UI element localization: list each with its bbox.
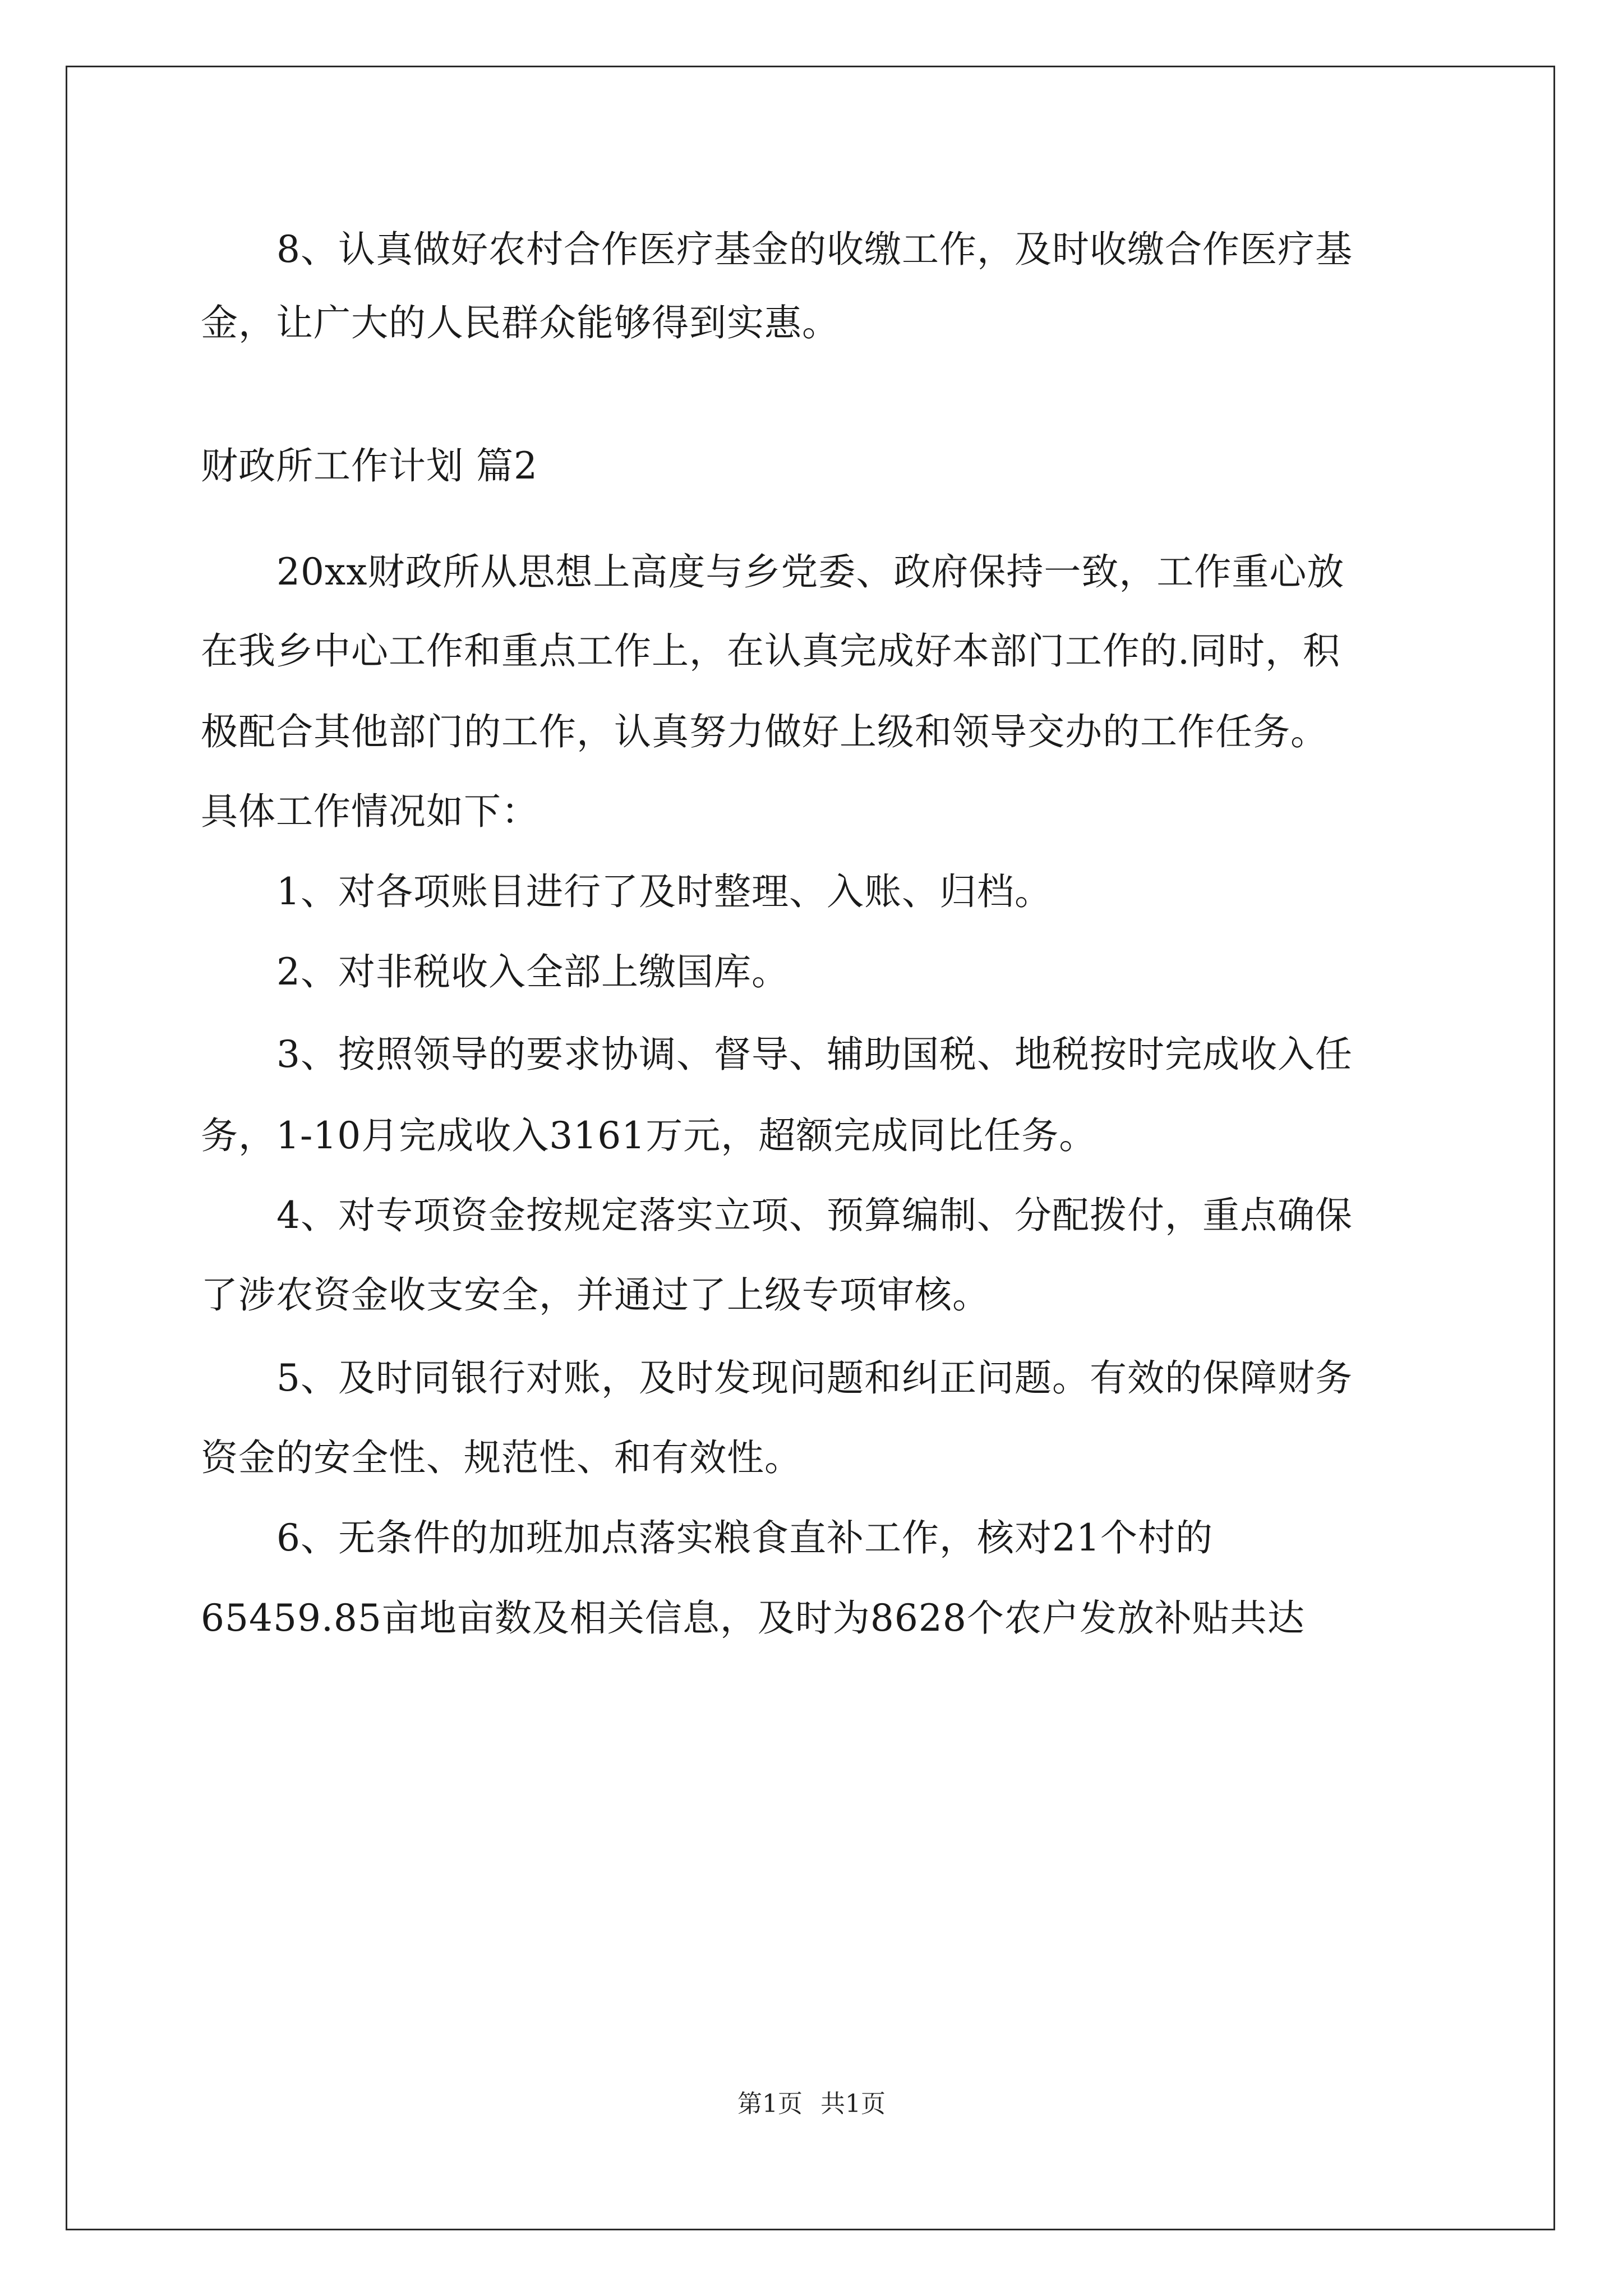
paragraph-line: 了涉农资金收支安全，并通过了上级专项审核。 [201, 1273, 990, 1317]
list-item: 4、对专项资金按规定落实立项、预算编制、分配拨付，重点确保 [276, 1194, 1353, 1237]
page-footer: 第1页 共1页 [737, 2090, 886, 2118]
paragraph-line: 具体工作情况如下： [201, 790, 539, 833]
list-item: 5、及时同银行对账，及时发现问题和纠正问题。有效的保障财务 [276, 1356, 1353, 1400]
list-item: 6、无条件的加班加点落实粮食直补工作，核对21个村的 [276, 1516, 1213, 1559]
section-heading: 财政所工作计划 篇2 [201, 444, 538, 487]
paragraph-line: 金，让广大的人民群众能够得到实惠。 [201, 301, 840, 344]
paragraph-line: 在我乡中心工作和重点工作上，在认真完成好本部门工作的.同时，积 [201, 629, 1340, 673]
paragraph-line: 65459.85亩地亩数及相关信息，及时为8628个农户发放补贴共达 [201, 1596, 1305, 1640]
paragraph-line: 20xx财政所从思想上高度与乡党委、政府保持一致，工作重心放 [276, 550, 1345, 593]
list-item: 1、对各项账目进行了及时整理、入账、归档。 [276, 870, 1052, 913]
paragraph-line: 8、认真做好农村合作医疗基金的收缴工作，及时收缴合作医疗基 [276, 228, 1353, 271]
list-item: 2、对非税收入全部上缴国库。 [276, 950, 789, 993]
list-item: 3、按照领导的要求协调、督导、辅助国税、地税按时完成收入任 [276, 1033, 1353, 1076]
paragraph-line: 极配合其他部门的工作，认真努力做好上级和领导交办的工作任务。 [201, 710, 1328, 753]
paragraph-line: 务，1-10月完成收入3161万元，超额完成同比任务。 [201, 1114, 1097, 1157]
paragraph-line: 资金的安全性、规范性、和有效性。 [201, 1436, 802, 1479]
